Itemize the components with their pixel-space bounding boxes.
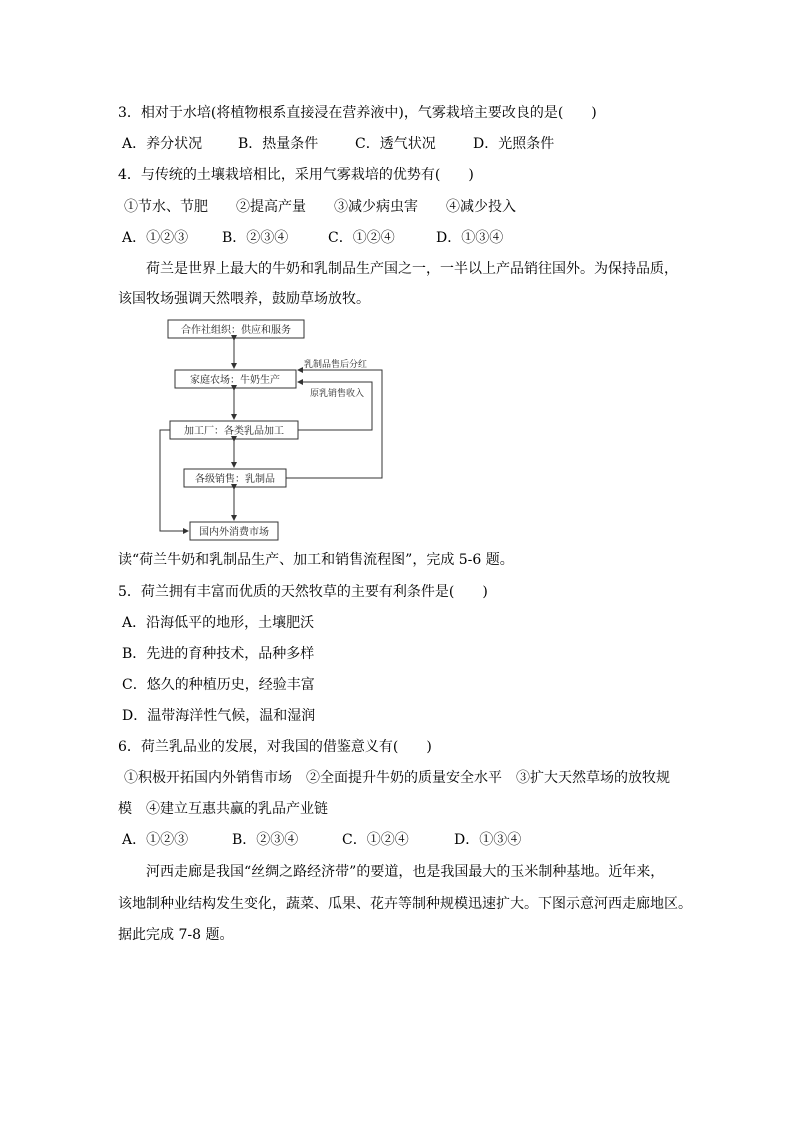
q4-option-d: D．①③④ — [436, 230, 504, 246]
q4-stem: 4．与传统的土壤栽培相比，采用气雾栽培的优势有( ) — [118, 167, 474, 183]
q6-option-c: C．①②④ — [342, 832, 409, 848]
q3-option-b: B．热量条件 — [238, 136, 319, 152]
q5-option-a: A．沿海低平的地形，土壤肥沃 — [122, 615, 315, 631]
read-instruction: 读“荷兰牛奶和乳制品生产、加工和销售流程图”，完成 5-6 题。 — [118, 552, 514, 568]
q3-option-c: C．透气状况 — [355, 136, 436, 152]
q5-option-b: B．先进的育种技术，品种多样 — [122, 646, 315, 662]
flow-label-raw-milk: 原乳销售收入 — [310, 389, 365, 399]
flow-label-factory: 加工厂：各类乳品加工 — [184, 426, 284, 437]
q4-option-b: B．②③④ — [222, 230, 289, 246]
q5-option-c: C．悠久的种植历史，经验丰富 — [122, 677, 315, 693]
q5-stem: 5．荷兰拥有丰富而优质的天然牧草的主要有利条件是( ) — [118, 584, 488, 600]
flow-label-market: 国内外消费市场 — [199, 527, 269, 538]
q3-stem: 3．相对于水培(将植物根系直接浸在营养液中)，气雾栽培主要改良的是( ) — [118, 105, 597, 121]
q6-option-b: B．②③④ — [232, 832, 299, 848]
q6-items-line2: 模 ④建立互惠共赢的乳品产业链 — [118, 801, 328, 817]
q6-stem: 6．荷兰乳品业的发展，对我国的借鉴意义有( ) — [118, 739, 432, 755]
q4-items: ①节水、节肥 ②提高产量 ③减少病虫害 ④减少投入 — [124, 199, 516, 215]
passage-hexi-line2: 该地制种业结构发生变化，蔬菜、瓜果、花卉等制种规模迅速扩大。下图示意河西走廊地区。 — [118, 896, 692, 912]
q6-option-a: A．①②③ — [122, 832, 189, 848]
q5-option-d: D．温带海洋性气候，温和湿润 — [122, 708, 316, 724]
flow-label-dividend: 乳制品售后分红 — [304, 360, 368, 370]
q6-option-d: D．①③④ — [454, 832, 522, 848]
q6-items-line1: ①积极开拓国内外销售市场 ②全面提升牛奶的质量安全水平 ③扩大天然草场的放牧规 — [124, 770, 670, 786]
passage-netherlands-line1: 荷兰是世界上最大的牛奶和乳制品生产国之一，一半以上产品销往国外。为保持品质， — [146, 261, 678, 277]
flow-label-sales: 各级销售：乳制品 — [195, 474, 275, 485]
passage-hexi-line3: 据此完成 7-8 题。 — [118, 927, 234, 943]
passage-hexi-line1: 河西走廊是我国“丝绸之路经济带”的要道，也是我国最大的玉米制种基地。近年来， — [146, 864, 665, 880]
flow-label-cooperative: 合作社组织：供应和服务 — [181, 325, 291, 336]
flow-label-farm: 家庭农场：牛奶生产 — [190, 375, 280, 386]
q3-option-d: D．光照条件 — [473, 136, 555, 152]
q4-option-a: A．①②③ — [122, 230, 189, 246]
q3-option-a: A．养分状况 — [122, 136, 203, 152]
passage-netherlands-line2: 该国牧场强调天然喂养，鼓励草场放牧。 — [118, 291, 370, 307]
q4-option-c: C．①②④ — [328, 230, 395, 246]
dairy-flowchart — [150, 318, 400, 543]
